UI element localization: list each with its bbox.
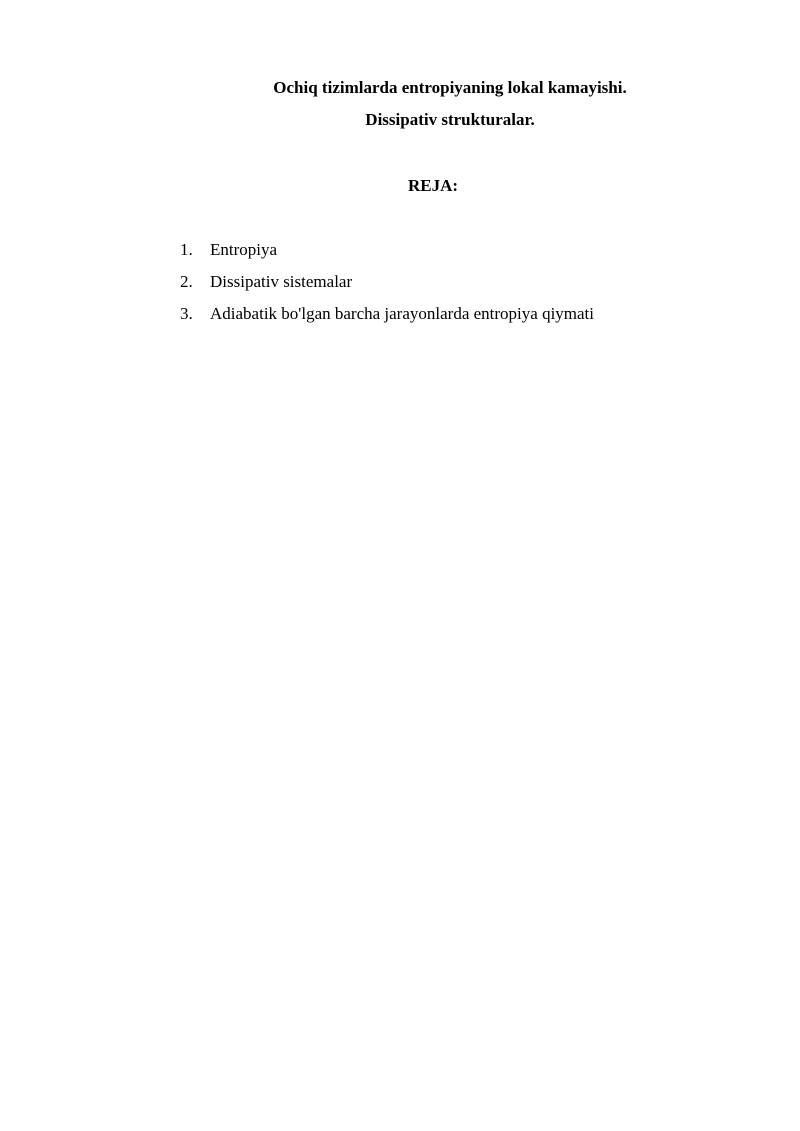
plan-item-dissipativ-sistemalar (180, 272, 594, 304)
plan-item-text: Entropiya (210, 240, 278, 259)
plan-item-text: Adiabatik bo'lgan barcha jarayonlarda entropiya qiymati (210, 304, 595, 323)
plan-item-number: 2. (180, 272, 193, 291)
plan-heading: REJA: (407, 176, 459, 195)
plan-item-number: 3. (180, 304, 193, 323)
plan-list (180, 240, 594, 336)
plan-item-text: Dissipativ sistemalar (210, 272, 353, 291)
document-title-line-1: Ochiq tizimlarda entropiyaning lokal kamayishi. (273, 78, 627, 97)
plan-item-number: 1. (180, 240, 193, 259)
document-title-line-2: Dissipativ strukturalar. (365, 110, 535, 129)
plan-item-adiabatik-jarayonlar (180, 304, 594, 336)
plan-item-entropiya (180, 240, 594, 272)
